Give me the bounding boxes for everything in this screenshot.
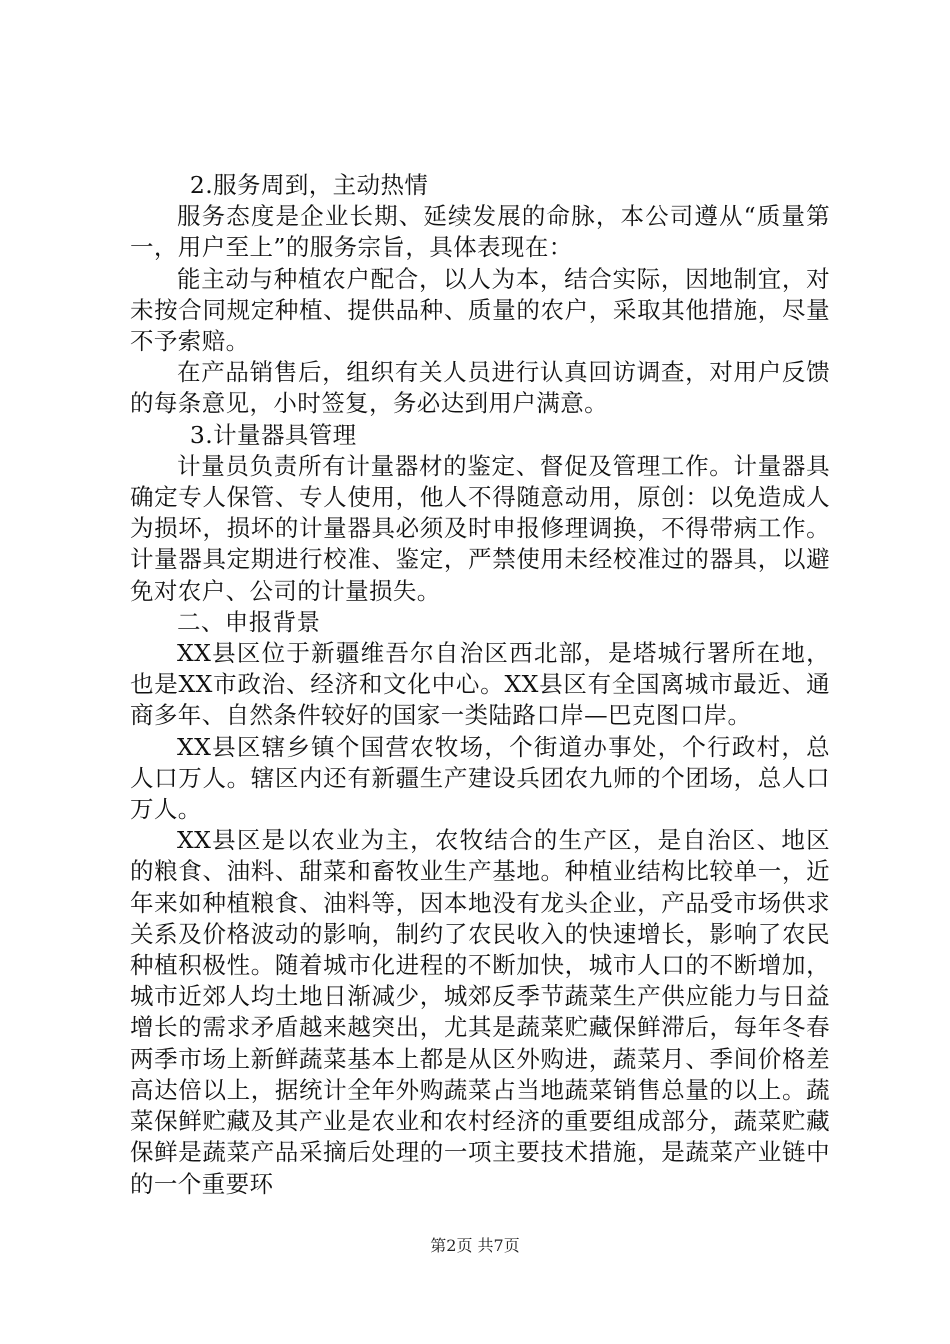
paragraph-county-location: XX县区位于新疆维吾尔自治区西北部，是塔城行署所在地，也是XX市政治、经济和文化中心。XX县区有全国离城市最近、通商多年、自然条件较好的国家一类陆路口岸—巴克图口岸。 [130, 639, 830, 730]
section-heading-metering: 3.计量器具管理 [189, 420, 357, 449]
paragraph-service-attitude: 服务态度是企业长期、延续发展的命脉，本公司遵从“质量第一，用户至上”的服务宗旨，具体表现在： [130, 202, 830, 262]
paragraph-farmer-cooperation: 能主动与种植农户配合，以人为本，结合实际，因地制宜，对未按合同规定种植、提供品种、质量的农户，采取其他措施，尽量不予索赔。 [130, 264, 830, 356]
page-footer [0, 1236, 950, 1256]
paragraph-county-population: XX县区辖乡镇个国营农牧场，个街道办事处，个行政村，总人口万人。辖区内还有新疆生产建设兵团农九师的个团场，总人口万人。 [130, 732, 830, 824]
paragraph-agriculture: XX县区是以农业为主，农牧结合的生产区，是自治区、地区的粮食、油料、甜菜和畜牧业生产基地。种植业结构比较单一，近年来如种植粮食、油料等，因本地没有龙头企业，产品受市场供求关系及价格波动的影响，制约了农民收入的快速增长，影响了农民种植积极性。随着城市化进程的不断加快，城市人口的不断增加，城市近郊人均土地日渐减少，城郊反季节蔬菜生产供应能力与日益增长的需求矛盾越来越突出，尤其是蔬菜贮藏保鲜滞后，每年冬春两季市场上新鲜蔬菜基本上都是从区外购进，蔬菜月、季间价格差高达倍以上，据统计全年外购蔬菜占当地蔬菜销售总量的以上。蔬菜保鲜贮藏及其产业是农业和农村经济的重要组成部分，蔬菜贮藏保鲜是蔬菜产品采摘后处理的一项主要技术措施，是蔬菜产业链中的一个重要环 [130, 826, 830, 1198]
paragraph-metering-management: 计量员负责所有计量器材的鉴定、督促及管理工作。计量器具确定专人保管、专人使用，他人不得随意动用，原创：以免造成人为损坏，损坏的计量器具必须及时申报修理调换，不得带病工作。计量器具定期进行校准、鉴定，严禁使用未经校准过的器具，以避免对农户、公司的计量损失。 [130, 451, 830, 605]
page-number: 第2页 共7页 [430, 1236, 520, 1255]
document-body [130, 170, 830, 1200]
paragraph-after-sales: 在产品销售后，组织有关人员进行认真回访调查，对用户反馈的每条意见，小时签复，务必达到用户满意。 [130, 358, 830, 418]
section-heading-service: 2.服务周到，主动热情 [189, 171, 429, 199]
section-heading-background: 二、申报背景 [177, 607, 321, 636]
